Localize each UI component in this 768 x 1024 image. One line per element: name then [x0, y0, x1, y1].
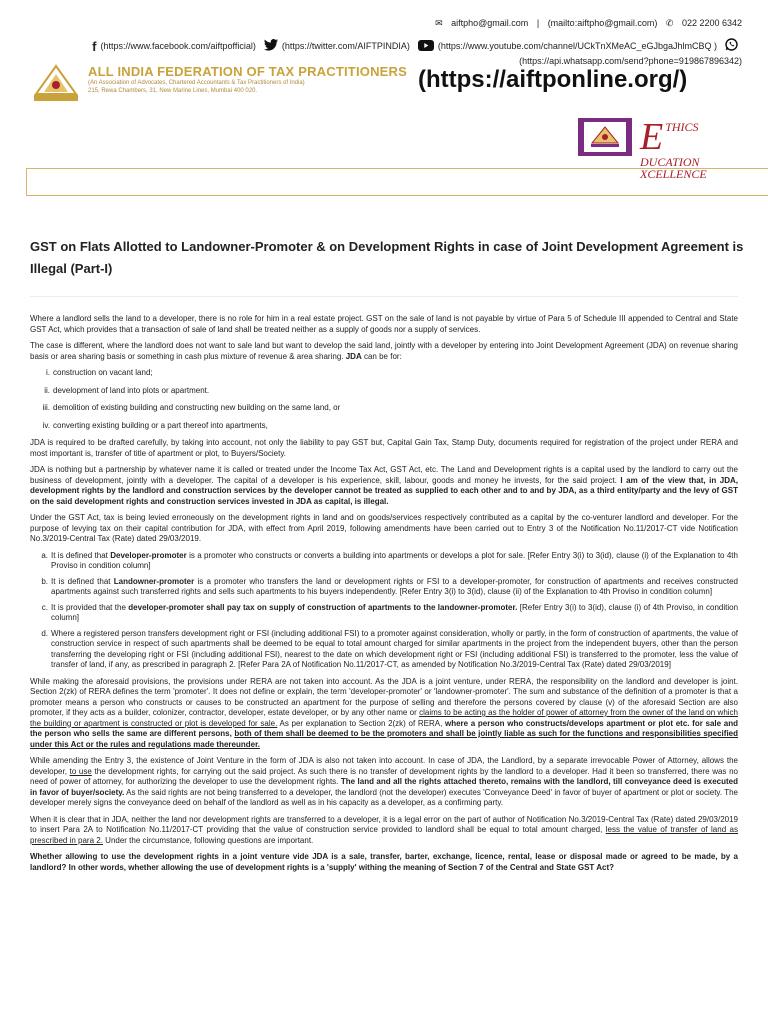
mailto-link[interactable]: (mailto:aiftpho@gmail.com)	[547, 18, 658, 28]
whatsapp-link[interactable]: (https://api.whatsapp.com/send?phone=919867896342)	[519, 56, 742, 66]
jda-types-list	[40, 368, 738, 431]
whatsapp-icon[interactable]	[725, 38, 738, 54]
paragraph-6: While making the aforesaid provisions, the provisions under RERA are not taken into account. As the JDA is a joint venture, under RERA, the responsibility on the landlord and developer is joint. Section 2(zk) of RERA defines the term 'promoter'. It does not define or explain, the term 'developer-promoter' or 'landowner-promoter'. The sum and substance of the definition of a promoter is that a promoter means a person who constructs or causes to be constructed an apartment for the purpose of selling and therefore the persons covered by clause (v) of the aforesaid Section are also promoter, if they acts as a builder, colonizer, contractor, developer, estate developer, or by any other name or claims to be acting as the holder of power of attorney from the owner of the land on which the building or apartment is constructed or plot is developed for sale. As per explanation to Section 2(zk) of RERA, where a person who constructs/develops apartment or plot etc. for sale and the person who sells the same are different persons, both of them shall be deemed to be the promoters and shall be jointly liable as such for the functions and responsibilities specified under this Act or the rules and regulations made thereunder.	[30, 676, 738, 749]
list-item: i. construction on vacant land;	[46, 368, 153, 377]
separator: |	[536, 18, 540, 28]
paragraph-8: When it is clear that in JDA, neither the land nor development rights are transferred to a developer, it is a legal error on the part of author of Notification No.3/2019-Central Tax (Rate) dated 29/03/2019 to insert Para 2A to Notification No.11/2017-CT providing that the value of construction service provided to landlord shall be equal to total amount charged, less the value of transfer of land as prescribed in para 2. Under the circumstance, following questions are important.	[30, 814, 738, 845]
ethics-education-excellence-logo: E THICS DUCATION XCELLENCE	[640, 116, 707, 181]
social-links	[84, 38, 742, 54]
youtube-link[interactable]: (https://www.youtube.com/channel/UCkTnXMeAC_eGJbgaJhlmCBQ )	[437, 41, 717, 51]
org-subtitle: (An Association of Advocates, Chartered Accountants & Tax Practitioners of India)	[88, 80, 305, 86]
aiftp-emblem-icon	[32, 64, 80, 104]
list-item: c. It is provided that the developer-promoter shall pay tax on supply of construction of apartments to the landowner-promoter. [Refer Entry 3(i) to 3(id), clause (i) of 4th Proviso, in condition column]	[41, 602, 739, 622]
mail-icon: ✉	[435, 18, 443, 28]
article-title: GST on Flats Allotted to Landowner-Promoter & on Development Rights in case of Joint Development Agreement is Illegal (Part-I)	[30, 239, 744, 276]
paragraph-7: While amending the Entry 3, the existence of Joint Venture in the form of JDA is also not taken into account. In case of JDA, the Landlord, by a separate irrevocable Power of Attorney, allows the developer, to use the development rights, for carrying out the said project. As such there is no transfer of development rights by the landlord to a developer. Had it been so transferred, there was no need of power of attorney, for authorizing the developer to use the development rights. The land and all the rights attached thereto, remains with the landlord, till conveyance deed is executed in favor of buyer/society. As the said rights are not being transferred to a developer, the landlord (not the developer) executes 'Conveyance Deed' in favor of buyer of apartment or plot or society. The developer merely signs the conveyance deed on behalf of the landlord as well as in his capacity as a developer, as a confirming party.	[30, 756, 738, 807]
contact-line	[429, 18, 742, 29]
email-link[interactable]: aiftpho@gmail.com	[451, 18, 529, 28]
org-logo-block[interactable]	[32, 64, 407, 104]
list-item: a. It is defined that Developer-promoter is a promoter who constructs or converts a building into apartments or develops a plot for sale. [Refer Entry 3(i) to 3(id), clause (i) of the Explanation to 4th Proviso in condition column]	[41, 550, 738, 570]
navigation-bar	[26, 168, 768, 196]
paragraph-3: JDA is required to be drafted carefully, by taking into account, not only the liability to pay GST but, Capital Gain Tax, Stamp Duty, documents required for registration of the project under RERA and most important is, transfer of title of apartment or plot, to Buyers/Society.	[30, 438, 738, 458]
facebook-icon[interactable]: f	[92, 38, 97, 54]
phone-number[interactable]: 022 2200 6342	[681, 18, 742, 28]
org-title: ALL INDIA FEDERATION OF TAX PRACTITIONERS	[88, 64, 407, 79]
list-item: iii. demolition of existing building and constructing new building on the same land, or	[42, 403, 341, 412]
article-body	[30, 314, 738, 879]
phone-icon: ✆	[665, 18, 674, 28]
divider	[30, 296, 738, 297]
paragraph-2: The case is different, where the landlord does not want to sale land but want to develop the said land, jointly with a developer by entering into Joint Development Agreement (JDA) on revenue sharing basis or area sharing basis or something in cash plus mixture of revenue & area sharing. JDA can be for:	[30, 341, 738, 361]
list-item: d. Where a registered person transfers development right or FSI (including additional FSI) to a promoter against consideration, wholly or partly, in the form of construction of apartments, the value of construction service in respect of such apartments shall be deemed to be equal to total amount charged for similar apartments in the project from the independent buyers, other than the person transferring the developing right or FSI (including additional FSI), nearest to the date on which development right or FSI (including additional FSI) is transferred to the promoter, less the value of transfer of land, if any, as prescribed in paragraph 2. [Refer Para 2A of Notification No.11/2017-CT, as amended by Notification No.3/2019-Central Tax (Rate) dated 29/03/2019]	[41, 628, 738, 669]
paragraph-1: Where a landlord sells the land to a developer, there is no role for him in a real estate project. GST on the sale of land is not payable by virtue of Para 5 of Schedule III appended to Central and State GST Act, which provides that a transaction of sale of land shall be treated neither as a supply of goods nor a supply of services.	[30, 314, 738, 334]
paragraph-5: Under the GST Act, tax is being levied erroneously on the development rights in land and on goods/services respectively contributed as a capital by the co-venturer landlord and developer. For the purpose of levying tax on their capital contribution for JDA, with effect from April 2019, following amendments have been carried out to Entry 3 of the Notification No.11/2017-CT vide Notification No.3/2019-Central Tax (Rate) dated 29/03/2019.	[30, 513, 738, 543]
list-item: ii. development of land into plots or apartment.	[44, 385, 210, 395]
paragraph-9: Whether allowing to use the development rights in a joint venture vide JDA is a sale, transfer, barter, exchange, licence, rental, lease or disposal made or agreed to be made, by a landlord? In other words, whether allowing the use of development rights is a 'supply' withing the meaning of Section 7 of the Central and State GST Act?	[30, 852, 738, 872]
aiftp-badge-icon[interactable]	[578, 118, 632, 156]
org-address: 215, Rewa Chambers, 31, New Marine Lines, Mumbai 400 020.	[88, 88, 258, 94]
twitter-link[interactable]: (https://twitter.com/AIFTPINDIA)	[281, 41, 410, 51]
facebook-link[interactable]: (https://www.facebook.com/aiftpofficial)	[100, 41, 256, 51]
paragraph-4: JDA is nothing but a partnership by whatever name it is called or treated under the Income Tax Act, GST Act, etc. The Land and Development rights is a capital used by the landlord to carry out the business of development, jointly with a developer. The capital of a developer is his experience, skill, labour, goods and money he invests, for the said project. I am of the view that, in JDA, development rights by the landlord and construction services by the developer cannot be treated as supplied to each other and to and by JDA, as a third entity/party and the levy of GST on the said development rights and construction services invested in JDA as capital, is illegal.	[30, 465, 738, 506]
amendments-list	[40, 551, 738, 671]
youtube-icon[interactable]	[418, 39, 434, 54]
site-url-link[interactable]: (https://aiftponline.org/)	[418, 66, 688, 93]
list-item: b. It is defined that Landowner-promoter is a promoter who transfers the land or development rights or FSI to a developer-promoter, for construction of apartments and receives constructed apartments against such transferred rights and sells such apartments to his buyers independently. [Refer Entry 3(i) to 3(id), clause (ii) of the Explanation to 4th Proviso in condition column]	[41, 576, 738, 596]
twitter-icon[interactable]	[264, 39, 278, 54]
list-item: iv. converting existing building or a part thereof into apartments,	[42, 420, 268, 430]
